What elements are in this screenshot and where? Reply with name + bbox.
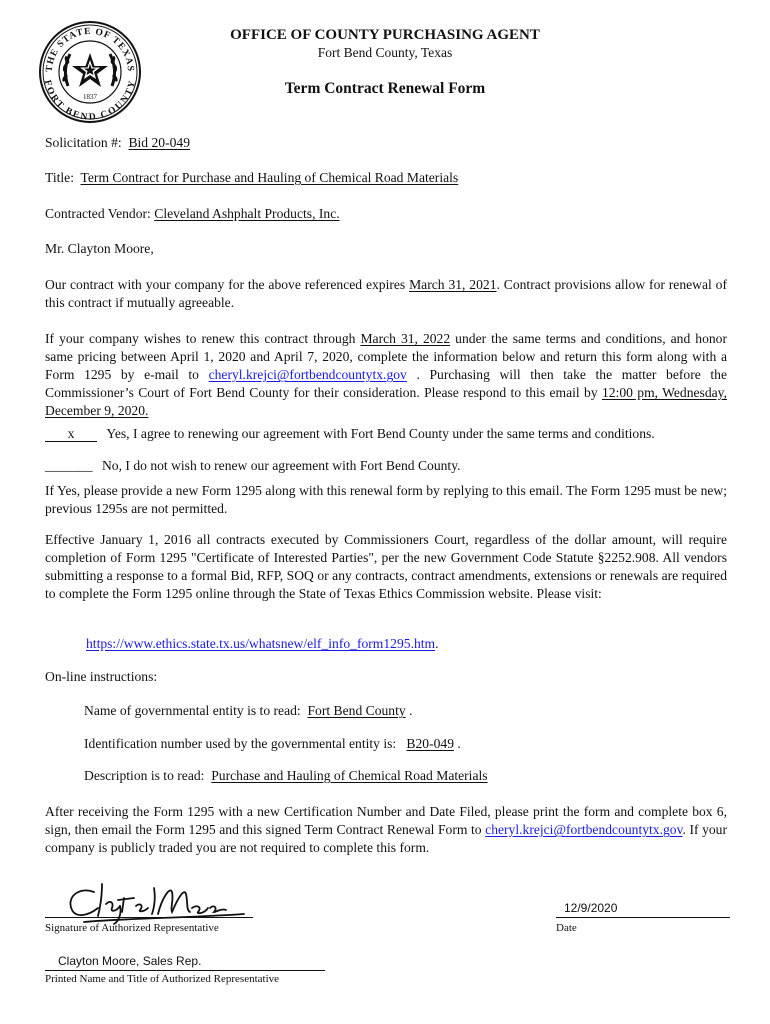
county-subheading: Fort Bend County, Texas bbox=[317, 45, 453, 60]
vendor-value: Cleveland Ashphalt Products, Inc. bbox=[154, 206, 340, 221]
expiration-date: March 31, 2021 bbox=[409, 277, 497, 292]
para2-text-end: . Purchasing will then take the matter before the Commissioner’s Court of Fort Bend County for their consideration. Please respond to this email by bbox=[45, 367, 727, 400]
svg-text:1837: 1837 bbox=[83, 93, 97, 101]
county-seal bbox=[38, 20, 142, 124]
solicitation-value: Bid 20-049 bbox=[128, 135, 191, 150]
instruction-description bbox=[84, 767, 488, 785]
signature-line bbox=[45, 917, 253, 918]
email-link[interactable]: cheryl.krejci@fortbendcountytx.gov bbox=[208, 367, 407, 382]
salutation: Mr. Clayton Moore, bbox=[45, 241, 154, 256]
signature-label: Signature of Authorized Representative bbox=[45, 922, 219, 934]
renewal-date: March 31, 2022 bbox=[360, 331, 451, 346]
instruction-entity: Name of governmental entity is to read: Fort Bend County . bbox=[84, 703, 413, 718]
form-title: Term Contract Renewal Form bbox=[284, 80, 486, 97]
solicitation-line bbox=[45, 134, 190, 152]
yes-checkbox[interactable]: x bbox=[45, 426, 97, 442]
para2-text: If your company wishes to renew this contract through bbox=[45, 331, 361, 346]
printed-name-value: Clayton Moore, Sales Rep. bbox=[58, 954, 202, 968]
paragraph-renewal bbox=[45, 330, 727, 420]
online-instructions-label: On-line instructions: bbox=[45, 669, 158, 684]
svg-text:THE STATE OF TEXAS: THE STATE OF TEXAS bbox=[44, 26, 136, 73]
email-link-2[interactable]: cheryl.krejci@fortbendcountytx.gov bbox=[485, 822, 683, 837]
entity-label: Name of governmental entity is to read: bbox=[84, 703, 301, 718]
title-label: Title: bbox=[45, 170, 74, 185]
paragraph-after-receiving bbox=[45, 803, 727, 857]
option-yes bbox=[45, 425, 655, 443]
paragraph-statute: Effective January 1, 2016 all contracts executed by Commissioners Court, regardless of the dollar amount, will require completion of Form 1295 "Certificate of Interested Parties", per the new Government Code Statute §2252.908. All vendors submitting a response to a formal Bid, RFP, SOQ or any contracts, contract amendments, extensions or renewals are required to complete the Form 1295 online through the State of Texas Ethics Commission website. Please visit: bbox=[45, 532, 727, 601]
para2-text-mid: under the same terms and conditions, and honor same pricing between April 1, 2020 and April 7, 2020, complete the information below and return this form along with a Form 1295 by e-mail to bbox=[45, 331, 727, 382]
yes-text: Yes, I agree to renewing our agreement with Fort Bend County under the same terms and conditions. bbox=[106, 426, 655, 441]
desc-value: Purchase and Hauling of Chemical Road Materials bbox=[211, 768, 488, 783]
date-label: Date bbox=[556, 922, 577, 934]
id-value: B20-049 bbox=[406, 736, 454, 751]
para1-text-end: . Contract provisions allow for renewal of this contract if mutually agreeable. bbox=[45, 277, 727, 310]
para1-text: Our contract with your company for the above referenced expires bbox=[45, 277, 410, 292]
paragraph-form-1295: If Yes, please provide a new Form 1295 along with this renewal form by replying to this email. The Form 1295 must be new; previous 1295s are not permitted. bbox=[45, 483, 727, 516]
vendor-label: Contracted Vendor: bbox=[45, 206, 151, 221]
desc-label: Description is to read: bbox=[84, 768, 205, 783]
title-value: Term Contract for Purchase and Hauling of Chemical Road Materials bbox=[80, 170, 459, 185]
response-deadline: 12:00 pm, Wednesday, December 9, 2020. bbox=[45, 385, 727, 418]
solicitation-label: Solicitation #: bbox=[45, 135, 122, 150]
printed-name-label: Printed Name and Title of Authorized Representative bbox=[45, 973, 280, 985]
no-checkbox[interactable]: _______ bbox=[45, 458, 93, 473]
no-text: No, I do not wish to renew our agreement with Fort Bend County. bbox=[101, 458, 461, 473]
paragraph-expiration bbox=[45, 276, 727, 312]
svg-text:FORT BEND COUNTY: FORT BEND COUNTY bbox=[41, 79, 139, 123]
instruction-id: Identification number used by the governmental entity is: B20-049 . bbox=[84, 736, 461, 751]
entity-value: Fort Bend County bbox=[307, 703, 406, 718]
office-heading: OFFICE OF COUNTY PURCHASING AGENT bbox=[230, 27, 540, 43]
option-no bbox=[45, 457, 461, 475]
ethics-link[interactable]: https://www.ethics.state.tx.us/whatsnew/elf_info_form1295.htm bbox=[86, 636, 436, 651]
vendor-line bbox=[45, 205, 340, 223]
printed-name-line bbox=[45, 970, 325, 971]
para5-text-end: . If your company is publicly traded you are not required to complete this form. bbox=[45, 822, 728, 855]
id-label: Identification number used by the governmental entity is: bbox=[84, 736, 397, 751]
signature-date-value: 12/9/2020 bbox=[564, 901, 618, 915]
date-line bbox=[556, 917, 730, 918]
para5-text: After receiving the Form 1295 with a new Certification Number and Date Filed, please print the form and complete box 6, sign, then email the Form 1295 and this signed Term Contract Renewal Form to bbox=[45, 804, 727, 837]
title-line bbox=[45, 169, 458, 187]
ethics-link-line: https://www.ethics.state.tx.us/whatsnew/elf_info_form1295.htm. bbox=[86, 636, 439, 651]
